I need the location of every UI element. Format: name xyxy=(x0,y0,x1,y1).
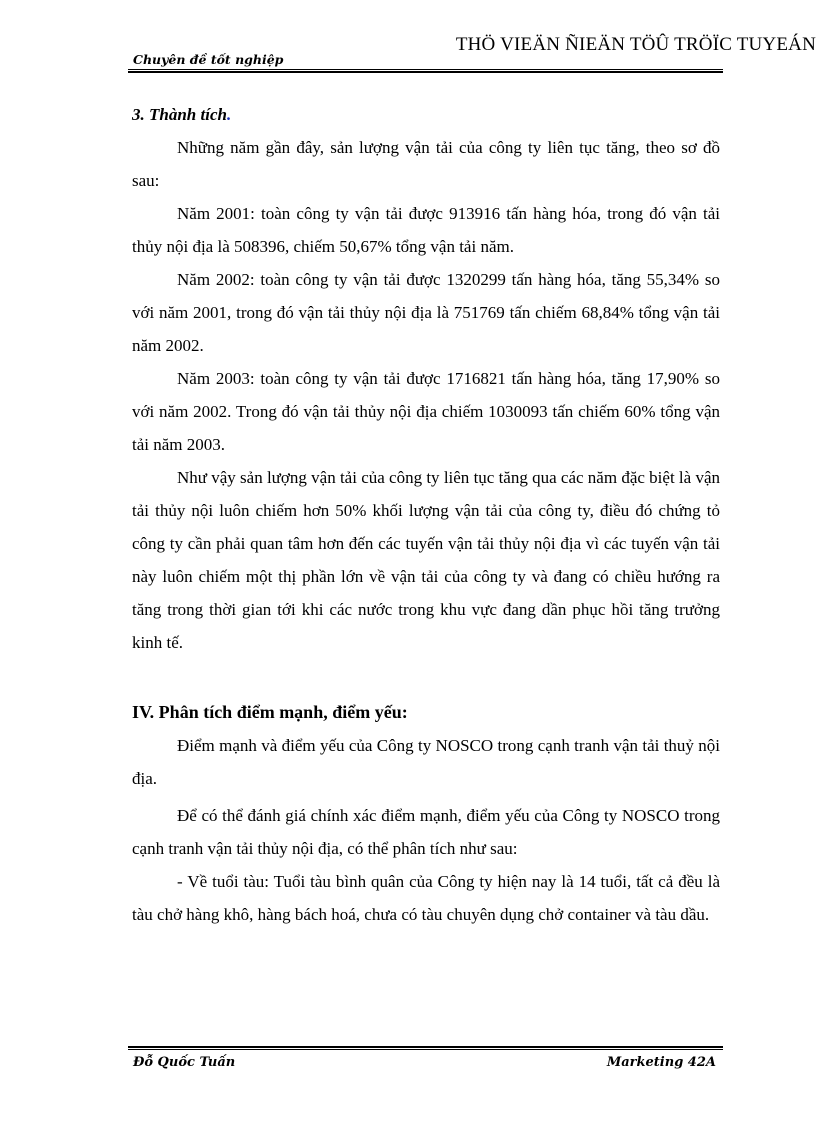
footer-class: Marketing 42A xyxy=(606,1055,716,1070)
paragraph: Năm 2001: toàn công ty vận tải được 913916 tấn hàng hóa, trong đó vận tải thủy nội địa là 508396, chiếm 50,67% tổng vận tải năm. xyxy=(132,204,720,256)
page-body xyxy=(132,98,720,931)
section-heading-achievement: 3. Thành tích. xyxy=(132,105,232,124)
header-rule xyxy=(128,69,723,73)
footer-rule xyxy=(128,1046,723,1050)
paragraph: Như vậy sản lượng vận tải của công ty liên tục tăng qua các năm đặc biệt là vận tải thủy nội luôn chiếm hơn 50% khối lượng vận tải của công ty, điều đó chứng tỏ công ty cần phải quan tâm hơn đến các tuyến vận tải thủy nội địa vì các tuyến vận tải này luôn chiếm một thị phần lớn về vận tải của công ty và đang có chiều hướng ra tăng trong thời gian tới khi các nước trong khu vực đang dần phục hồi tăng trưởng kinh tế. xyxy=(132,468,720,652)
header-doc-type: Chuyên đề tốt nghiệp xyxy=(133,52,284,67)
paragraph: - Về tuổi tàu: Tuổi tàu bình quân của Công ty hiện nay là 14 tuổi, tất cả đều là tàu chở hàng khô, hàng bách hoá, chưa có tàu chuyên dụng chở container và tàu dầu. xyxy=(132,872,720,924)
paragraph: Để có thể đánh giá chính xác điểm mạnh, điểm yếu của Công ty NOSCO trong cạnh tranh vận tải thủy nội địa, có thể phân tích như sau: xyxy=(132,806,720,858)
footer-author: Đỗ Quốc Tuấn xyxy=(133,1055,236,1070)
section-heading-analysis: IV. Phân tích điểm mạnh, điểm yếu: xyxy=(132,702,408,722)
paragraph: Điểm mạnh và điểm yếu của Công ty NOSCO trong cạnh tranh vận tải thuỷ nội địa. xyxy=(132,736,720,788)
paragraph: Những năm gần đây, sản lượng vận tải của công ty liên tục tăng, theo sơ đồ sau: xyxy=(132,138,720,190)
paragraph: Năm 2002: toàn công ty vận tải được 1320299 tấn hàng hóa, tăng 55,34% so với năm 2001, trong đó vận tải thủy nội địa là 751769 tấn chiếm 68,84% tổng vận tải năm 2002. xyxy=(132,270,720,355)
header-library-name: THÖ VIEÄN ÑIEÄN TÖÛ TRÖÏC TUYEÁN xyxy=(455,34,816,55)
paragraph: Năm 2003: toàn công ty vận tải được 1716821 tấn hàng hóa, tăng 17,90% so với năm 2002. Trong đó vận tải thủy nội địa chiếm 1030093 tấn chiếm 60% tổng vận tải năm 2003. xyxy=(132,369,720,454)
